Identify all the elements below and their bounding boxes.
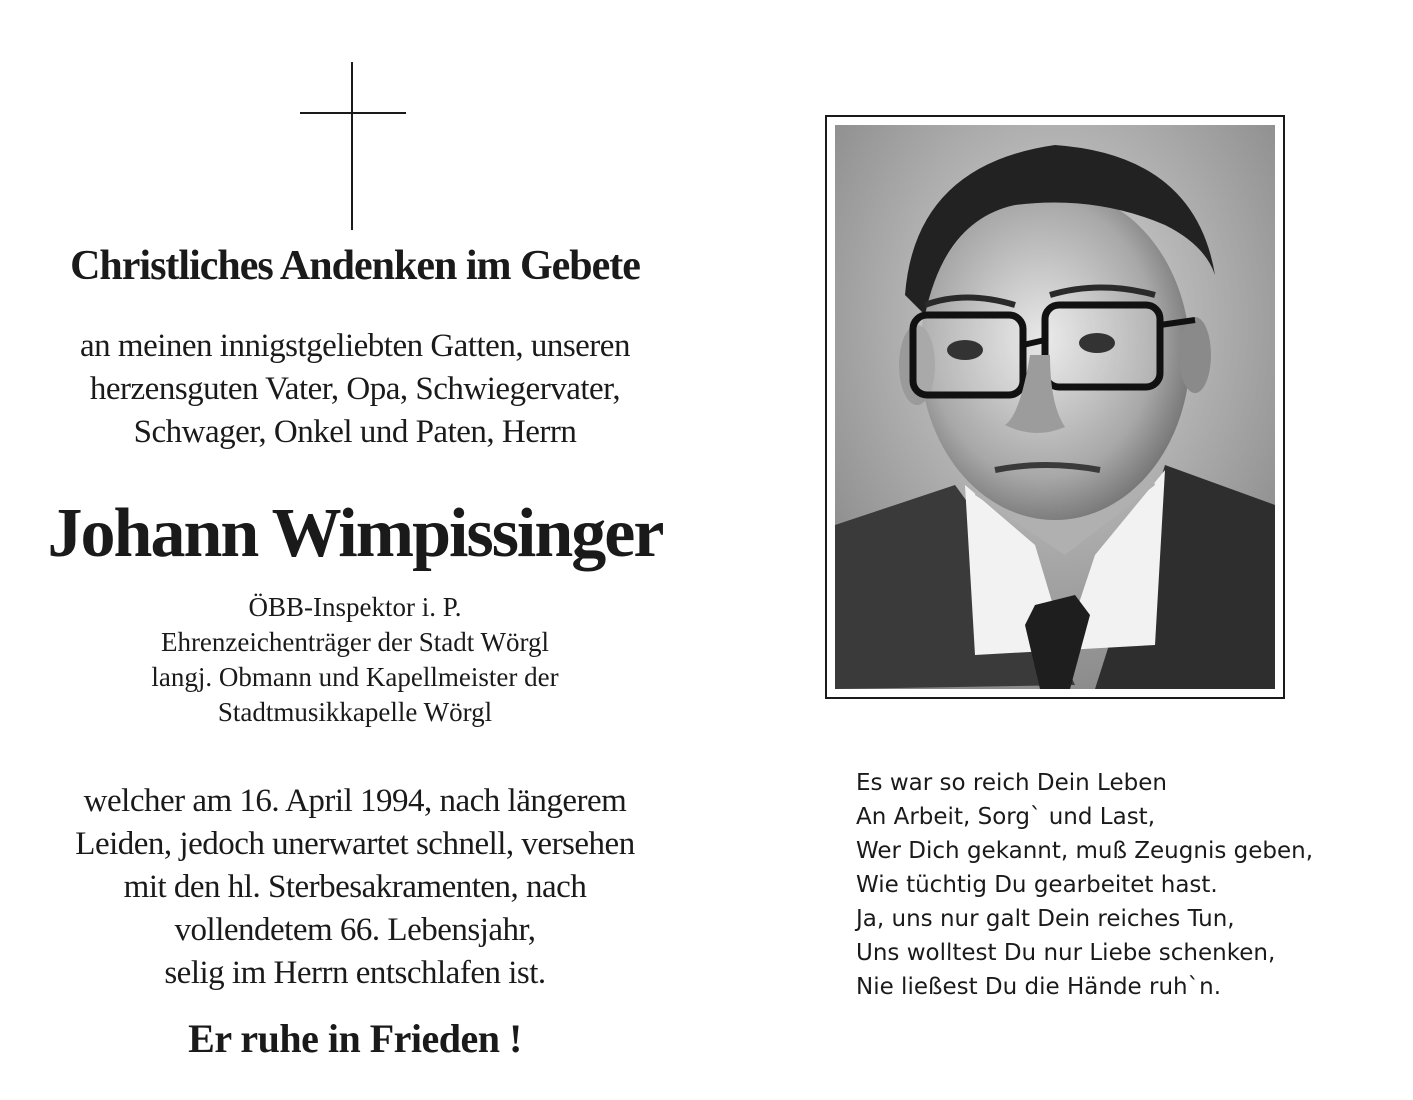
deceased-name: Johann Wimpissinger xyxy=(47,495,663,572)
memorial-heading: Christliches Andenken im Gebete xyxy=(70,243,640,289)
death-notice xyxy=(40,780,670,995)
portrait-photo xyxy=(835,125,1275,689)
honorific-titles xyxy=(40,590,670,730)
memorial-poem xyxy=(856,766,1376,1004)
intro-line: herzensguten Vater, Opa, Schwiegervater, xyxy=(89,371,621,407)
poem-line: An Arbeit, Sorg` und Last, xyxy=(856,804,1156,830)
title-line: langj. Obmann und Kapellmeister der xyxy=(151,662,559,692)
closing-blessing: Er ruhe in Frieden ! xyxy=(188,1016,522,1061)
death-line: selig im Herrn entschlafen ist. xyxy=(164,955,546,991)
poem-line: Wie tüchtig Du gearbeitet hast. xyxy=(856,872,1218,898)
portrait-frame xyxy=(825,115,1285,699)
intro-line: an meinen innigstgeliebten Gatten, unseren xyxy=(80,328,630,364)
poem-line: Uns wolltest Du nur Liebe schenken, xyxy=(856,940,1276,966)
portrait-illustration xyxy=(835,125,1275,689)
poem-line: Es war so reich Dein Leben xyxy=(856,770,1167,796)
poem-line: Wer Dich gekannt, muß Zeugnis geben, xyxy=(856,838,1314,864)
intro-text xyxy=(40,325,670,454)
death-line: Leiden, jedoch unerwartet schnell, versehen xyxy=(75,826,635,862)
title-line: Ehrenzeichenträger der Stadt Wörgl xyxy=(160,627,550,657)
death-line: mit den hl. Sterbesakramenten, nach xyxy=(123,869,587,905)
death-line: welcher am 16. April 1994, nach längerem xyxy=(83,783,627,819)
poem-line: Nie ließest Du die Hände ruh`n. xyxy=(856,974,1222,1000)
cross-icon xyxy=(300,62,406,230)
title-line: Stadtmusikkapelle Wörgl xyxy=(217,697,493,727)
intro-line: Schwager, Onkel und Paten, Herrn xyxy=(133,414,577,450)
death-line: vollendetem 66. Lebensjahr, xyxy=(174,912,536,948)
title-line: ÖBB-Inspektor i. P. xyxy=(248,592,462,622)
poem-line: Ja, uns nur galt Dein reiches Tun, xyxy=(856,906,1235,932)
left-column xyxy=(40,0,670,1100)
